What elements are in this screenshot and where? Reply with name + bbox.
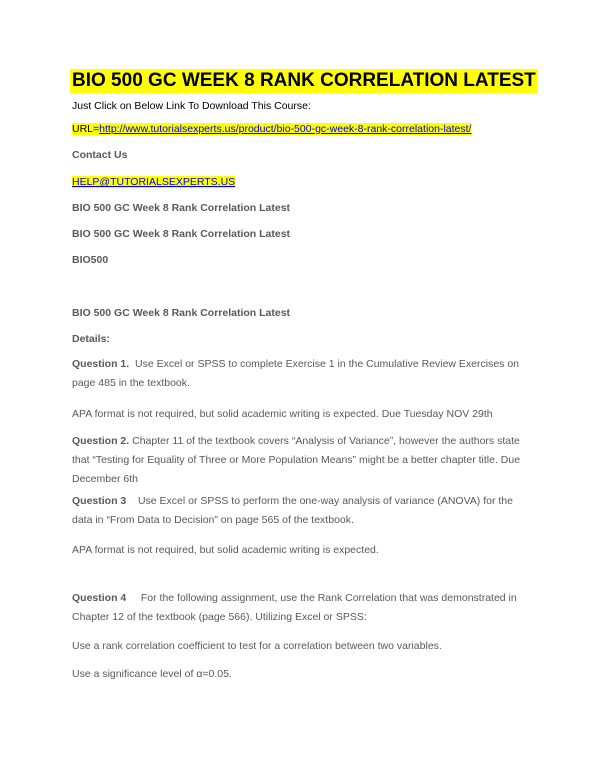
question-4-text: For the following assignment, use the Rank Correlation that was demonstrated in Chapter 12 of the textbook (page 566). Utilizing Excel or SPSS: — [72, 592, 517, 623]
question-2-text: Chapter 11 of the textbook covers “Analysis of Variance”, however the authors state that “Testing for Equality of Three or More Population Means” might be a better chapter title. Due December 6th — [72, 435, 521, 485]
contact-email-link[interactable]: HELP@TUTORIALSEXPERTS.US — [72, 176, 236, 188]
email-line — [72, 175, 235, 189]
question-2 — [72, 432, 532, 489]
url-label: URL= — [72, 123, 100, 135]
question-3-label: Question 3 — [72, 495, 127, 507]
contact-label: Contact Us — [72, 149, 128, 161]
course-code: BIO500 — [72, 254, 109, 266]
question-1-label: Question 1. — [72, 358, 130, 370]
question-3-text: Use Excel or SPSS to perform the one-way analysis of variance (ANOVA) for the data in “From Data to Decision” on page 565 of the textbook. — [72, 495, 513, 526]
download-intro: Just Click on Below Link To Download This Course: — [72, 100, 311, 112]
url-line — [72, 122, 471, 136]
document-title: BIO 500 GC WEEK 8 RANK CORRELATION LATEST — [72, 70, 536, 91]
course-title-2: BIO 500 GC Week 8 Rank Correlation Latest — [72, 228, 291, 240]
course-title-1: BIO 500 GC Week 8 Rank Correlation Latest — [72, 202, 291, 214]
question-2-label: Question 2. — [72, 435, 130, 447]
question-4-step-1: Use a rank correlation coefficient to test for a correlation between two variables. — [72, 640, 442, 652]
question-1-note: APA format is not required, but solid academic writing is expected. Due Tuesday NOV 29th — [72, 408, 493, 420]
course-url-link[interactable]: http://www.tutorialsexperts.us/product/bio-500-gc-week-8-rank-correlation-latest/ — [99, 123, 472, 135]
question-1-text: Use Excel or SPSS to complete Exercise 1 in the Cumulative Review Exercises on page 485 in the textbook. — [72, 358, 520, 389]
details-label: Details: — [72, 333, 110, 345]
question-3 — [72, 492, 532, 530]
course-title-3: BIO 500 GC Week 8 Rank Correlation Latest — [72, 307, 291, 319]
question-4-step-2: Use a significance level of α=0.05. — [72, 668, 232, 680]
question-3-note: APA format is not required, but solid academic writing is expected. — [72, 544, 379, 556]
question-4 — [72, 589, 532, 627]
question-1 — [72, 355, 532, 393]
question-4-label: Question 4 — [72, 592, 127, 604]
